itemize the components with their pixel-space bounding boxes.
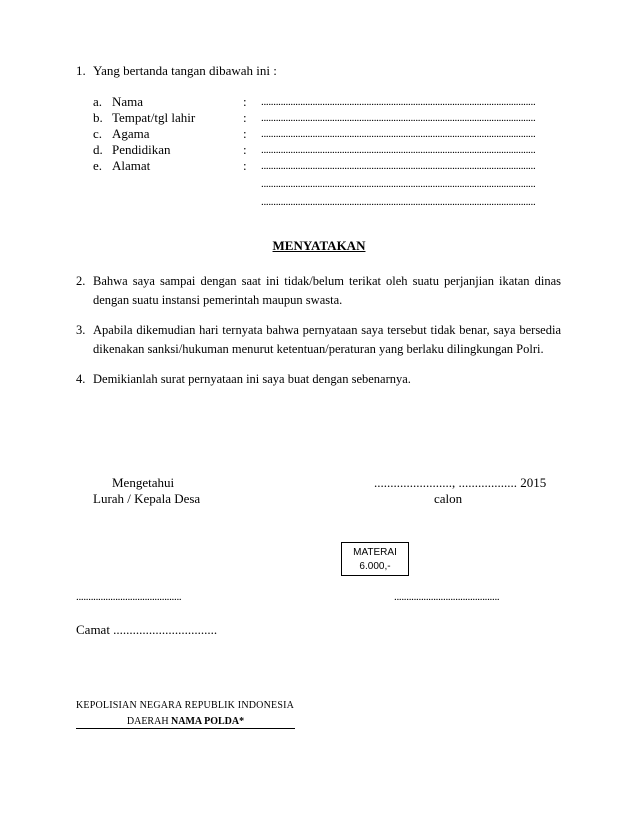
lurah-label: Lurah / Kepala Desa [93,491,201,506]
materai-value: 6.000,- [359,561,391,572]
field-colon: : [243,158,247,173]
footer-region-prefix: DAERAH [126,716,172,727]
field-label: Tempat/tgl lahir [112,110,196,125]
field-colon: : [243,110,247,125]
field-letter: d. [93,142,103,157]
field-letter: c. [93,126,103,141]
field-label: Nama [112,94,144,109]
section-1-intro: Yang bertanda tangan dibawah ini : [93,63,277,78]
section-1-number: 1. [76,63,86,78]
lurah-signature-line: ........................................... [76,591,182,603]
item-4-number: 4. [76,372,86,386]
field-blank-line: ................................................................................................................ [261,96,536,108]
footer-region [76,716,295,729]
field-label: Pendidikan [112,142,171,157]
camat-line: Camat ................................ [76,622,218,637]
footer-polda-name: NAMA POLDA* [171,716,245,727]
statement-heading: MENYATAKAN [272,238,366,253]
calon-label: calon [434,491,463,506]
item-3-text: Apabila dikemudian hari ternyata bahwa pernyataan saya tersebut tidak benar, saya bersedia dikenakan sanksi/hukuman menurut ketentuan/peraturan yang berlaku dilingkungan Polri. [93,323,561,356]
item-2-number: 2. [76,274,86,288]
footer-institution: KEPOLISIAN NEGARA REPUBLIK INDONESIA [76,700,295,711]
field-label: Agama [112,126,150,141]
field-letter: b. [93,110,103,125]
field-blank-line: ................................................................................................................ [261,144,536,156]
field-letter: e. [93,158,103,173]
materai-stamp-box [341,542,409,576]
alamat-blank-line-2: ................................................................................................................ [261,178,536,190]
field-colon: : [243,126,247,141]
mengetahui-label: Mengetahui [112,475,175,490]
materai-label: MATERAI [353,547,397,558]
field-label: Alamat [112,158,151,173]
field-blank-line: ................................................................................................................ [261,160,536,172]
field-letter: a. [93,94,103,109]
item-2-text: Bahwa saya sampai dengan saat ini tidak/belum terikat oleh suatu perjanjian ikatan dinas dengan suatu instansi pemerintah maupun swasta. [93,274,561,307]
field-blank-line: ................................................................................................................ [261,128,536,140]
item-4-text: Demikianlah surat pernyataan ini saya buat dengan sebenarnya. [93,372,411,386]
calon-signature-line: ........................................... [394,591,500,603]
field-colon: : [243,142,247,157]
place-date-line: ........................, .................. 2015 [374,475,547,490]
alamat-blank-line-3: ................................................................................................................ [261,196,536,208]
field-colon: : [243,94,247,109]
item-3-number: 3. [76,323,86,337]
field-blank-line: ................................................................................................................ [261,112,536,124]
